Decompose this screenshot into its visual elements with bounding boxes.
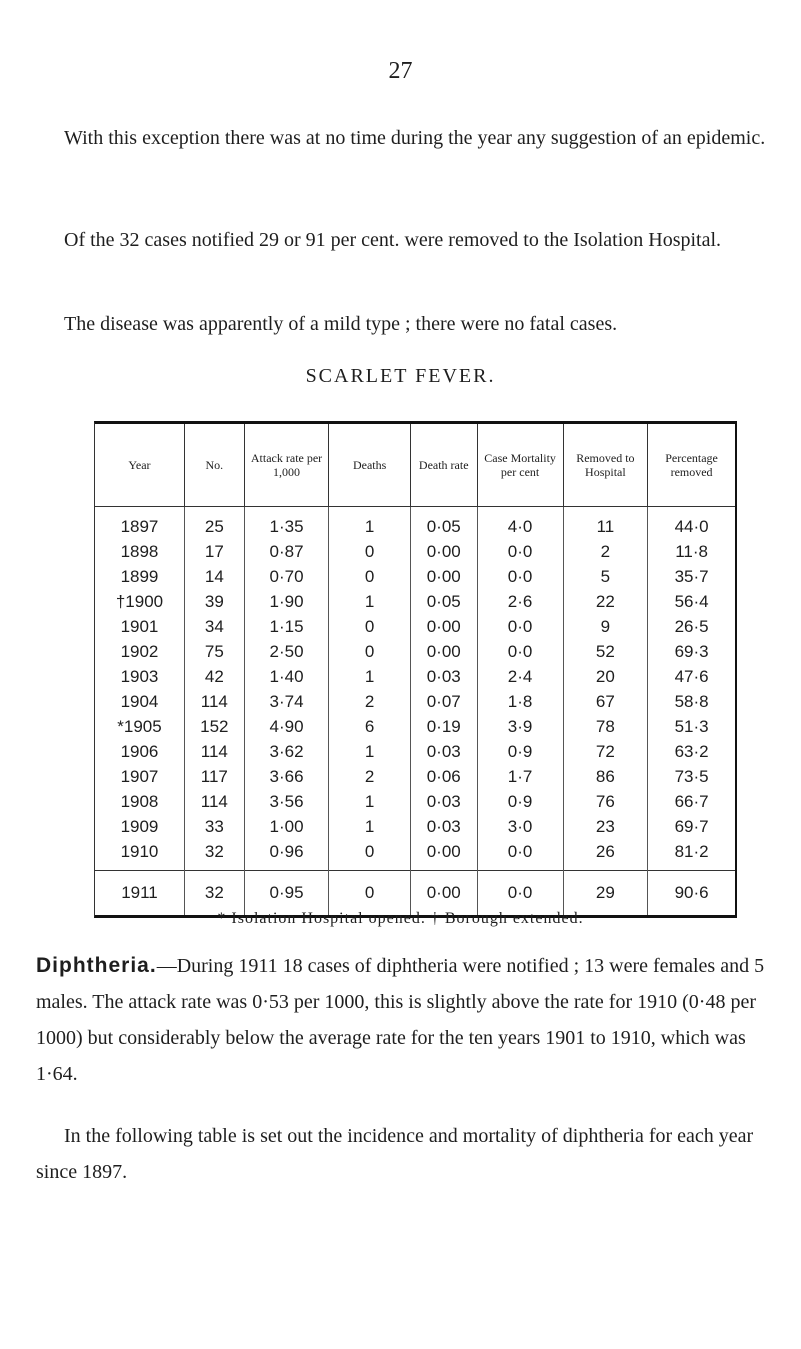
table-cell: †1900	[95, 589, 184, 614]
table-cell: 1901	[95, 614, 184, 639]
table-cell: 0·19	[410, 714, 477, 739]
table-cell: 1906	[95, 739, 184, 764]
table-row	[95, 507, 735, 540]
table-cell: 58·8	[674, 691, 709, 711]
table-cell: 0·96	[244, 839, 329, 871]
table-cell: 90·6	[648, 871, 735, 916]
table-row	[95, 539, 735, 564]
table-cell: 1	[329, 589, 411, 614]
table-cell: 0·0	[477, 871, 563, 916]
table-row	[95, 789, 735, 814]
table-row	[95, 639, 735, 664]
table-cell: 51·3	[674, 716, 709, 736]
table-cell: 2·4	[477, 664, 563, 689]
table-cell: 33	[184, 814, 244, 839]
table-header-row	[95, 424, 735, 507]
table-cell: 1910	[95, 839, 184, 871]
table-row	[95, 871, 735, 916]
column-header: Case Mortality per cent	[477, 424, 563, 507]
table-cell: 0	[329, 839, 411, 871]
table-cell: 0·05	[410, 507, 477, 540]
column-header: Removed to Hospital	[563, 424, 648, 507]
table-cell: 0·03	[410, 739, 477, 764]
table-cell: 1904	[95, 689, 184, 714]
table-cell: 63·2	[674, 741, 709, 761]
table-cell: 75	[184, 639, 244, 664]
table-cell: 42	[184, 664, 244, 689]
paragraph-removed: Of the 32 cases notified 29 or 91 per cent. were removed to the Isolation Hospital.	[64, 229, 722, 251]
table-cell: 72	[563, 739, 648, 764]
table-cell: 1898	[95, 539, 184, 564]
table-cell: 1·40	[244, 664, 329, 689]
table-cell: 0·00	[410, 871, 477, 916]
table-cell: 20	[563, 664, 648, 689]
table-cell: 11	[563, 507, 648, 540]
table-cell: 0·00	[410, 539, 477, 564]
table-cell: 0·0	[477, 614, 563, 639]
table-cell: 0	[329, 871, 411, 916]
table-cell: 26·5	[674, 616, 709, 636]
paragraph-mild-type: The disease was apparently of a mild type ; there were no fatal cases.	[64, 313, 618, 335]
table-cell: 0·0	[477, 564, 563, 589]
table-cell: 2	[329, 689, 411, 714]
table-cell: 25	[184, 507, 244, 540]
table-cell: 2	[329, 764, 411, 789]
table-cell: 56·4	[674, 591, 709, 611]
table-cell: 17	[184, 539, 244, 564]
table-cell: 1	[329, 664, 411, 689]
table-row	[95, 814, 735, 839]
table-cell: 1·8	[477, 689, 563, 714]
table-cell: 69·7	[674, 816, 709, 836]
table-cell: 0·87	[244, 539, 329, 564]
table-cell: 3·56	[244, 789, 329, 814]
column-header: Death rate	[410, 424, 477, 507]
table-cell: 32	[184, 871, 244, 916]
closing-paragraph: In the following table is set out the incidence and mortality of diphtheria for each year since 1897.	[36, 1125, 754, 1183]
table-cell: *1905	[95, 714, 184, 739]
table-cell: 29	[563, 871, 648, 916]
table-cell: 1	[329, 739, 411, 764]
table-cell: 1	[329, 814, 411, 839]
table-row	[95, 764, 735, 789]
table-cell: 1	[329, 789, 411, 814]
table-cell: 4·90	[244, 714, 329, 739]
table-row	[95, 589, 735, 614]
table-cell: 23	[563, 814, 648, 839]
table-cell: 39	[184, 589, 244, 614]
table-cell: 4·0	[477, 507, 563, 540]
table-cell: 114	[184, 789, 244, 814]
column-header: Year	[95, 424, 184, 507]
table-cell: 6	[329, 714, 411, 739]
table-cell: 0·9	[477, 739, 563, 764]
table-cell: 3·62	[244, 739, 329, 764]
table-cell: 2·50	[244, 639, 329, 664]
column-header: Attack rate per 1,000	[244, 424, 329, 507]
table-cell: 1907	[95, 764, 184, 789]
table-cell: 2·6	[477, 589, 563, 614]
table-footnote: * Isolation Hospital opened. † Borough extended.	[217, 910, 584, 927]
table-cell: 0	[329, 564, 411, 589]
table-row	[95, 614, 735, 639]
table-cell: 32	[184, 839, 244, 871]
table-cell: 14	[184, 564, 244, 589]
table-cell: 0·70	[244, 564, 329, 589]
table-cell: 1908	[95, 789, 184, 814]
table-cell: 73·5	[674, 766, 709, 786]
table-cell: 66·7	[674, 791, 709, 811]
table-cell: 52	[563, 639, 648, 664]
table-cell: 114	[184, 689, 244, 714]
paragraph-epidemic: With this exception there was at no time during the year any suggestion of an epidemic.	[64, 127, 766, 149]
table-cell: 2	[563, 539, 648, 564]
table-cell: 0	[329, 614, 411, 639]
table-cell: 26	[563, 839, 648, 871]
table-cell: 0·00	[410, 614, 477, 639]
table-cell: 114	[184, 739, 244, 764]
column-header: Deaths	[329, 424, 411, 507]
table-cell: 0·05	[410, 589, 477, 614]
table-cell: 47·6	[674, 666, 709, 686]
table-cell: 0·0	[477, 639, 563, 664]
table-cell: 78	[563, 714, 648, 739]
table-cell: 0·00	[410, 564, 477, 589]
table-cell: 0	[329, 639, 411, 664]
table-cell: 1911	[95, 871, 184, 916]
table-cell: 81·2	[674, 841, 709, 861]
table-row	[95, 564, 735, 589]
table-cell: 0·00	[410, 839, 477, 871]
table-row	[95, 714, 735, 739]
table-cell: 0·03	[410, 664, 477, 689]
table-cell: 5	[563, 564, 648, 589]
table-cell: 34	[184, 614, 244, 639]
page-number: 27	[388, 58, 413, 84]
table-cell: 44·0	[674, 516, 709, 536]
table-cell: 0·00	[410, 639, 477, 664]
column-header: Percentage removed	[648, 424, 735, 507]
table-cell: 69·3	[674, 641, 709, 661]
diphtheria-paragraph	[36, 948, 766, 1092]
table-cell: 0·07	[410, 689, 477, 714]
table-row	[95, 664, 735, 689]
table-row	[95, 689, 735, 714]
diphtheria-heading: Diphtheria.	[36, 954, 157, 977]
table-cell: 1903	[95, 664, 184, 689]
table-cell: 0·06	[410, 764, 477, 789]
scarlet-fever-table	[94, 421, 737, 918]
table-cell: 1909	[95, 814, 184, 839]
table-cell: 1899	[95, 564, 184, 589]
table-cell: 22	[563, 589, 648, 614]
table-cell: 86	[563, 764, 648, 789]
table-cell: 1902	[95, 639, 184, 664]
table-cell: 117	[184, 764, 244, 789]
table-cell: 35·7	[674, 566, 709, 586]
table-cell: 9	[563, 614, 648, 639]
table-cell: 0·95	[244, 871, 329, 916]
table-cell: 3·0	[477, 814, 563, 839]
table-cell: 0·03	[410, 789, 477, 814]
table-cell: 152	[184, 714, 244, 739]
diphtheria-text: —During 1911 18 cases of diphtheria were notified ; 13 were females and 5 males. The attack rate was 0·53 per 1000, this is slightly above the rate for 1910 (0·48 per 1000) but considerably below the average rate for the ten years 1901 to 1910, which was 1·64.	[36, 955, 765, 1085]
table-cell: 1·00	[244, 814, 329, 839]
table-cell: 1·7	[477, 764, 563, 789]
table-row	[95, 839, 735, 871]
table-cell: 0	[329, 539, 411, 564]
table-cell: 76	[563, 789, 648, 814]
table-cell: 1·90	[244, 589, 329, 614]
column-header: No.	[184, 424, 244, 507]
table-cell: 0·03	[410, 814, 477, 839]
table-cell: 67	[563, 689, 648, 714]
table-cell: 3·66	[244, 764, 329, 789]
table-cell: 0·9	[477, 789, 563, 814]
table-cell: 11·8	[675, 541, 708, 561]
table-cell: 1·35	[244, 507, 329, 540]
table-row	[95, 739, 735, 764]
table-cell: 0·0	[477, 539, 563, 564]
table-cell: 3·74	[244, 689, 329, 714]
table-cell: 0·0	[477, 839, 563, 871]
table-cell: 3·9	[477, 714, 563, 739]
table-cell: 1	[329, 507, 411, 540]
table-title: SCARLET FEVER.	[305, 365, 496, 387]
table-cell: 1·15	[244, 614, 329, 639]
table-cell: 1897	[95, 507, 184, 540]
